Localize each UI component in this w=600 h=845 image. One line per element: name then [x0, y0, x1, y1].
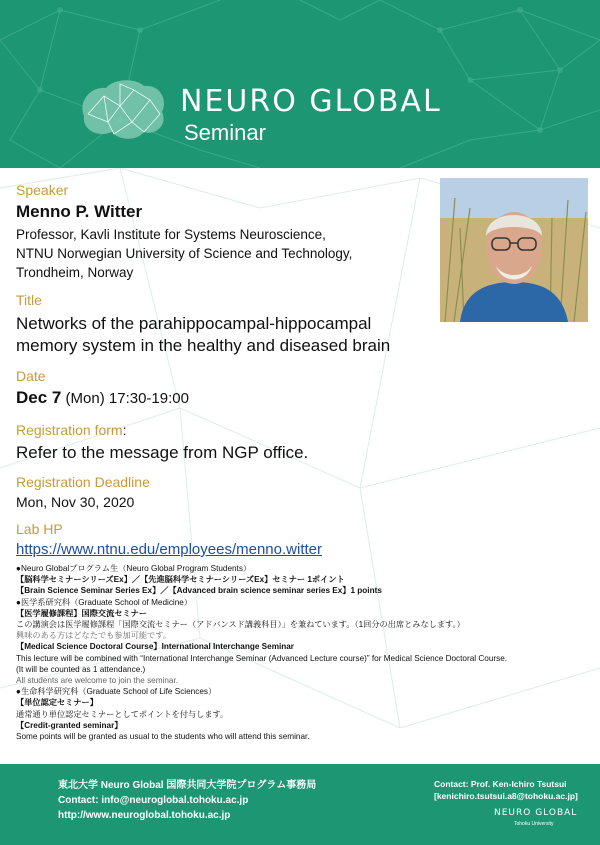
professor-contact: Contact: Prof. Ken-Ichiro Tsutsui [434, 779, 567, 789]
note-line: 【Brain Science Seminar Series Ex】／【Advanced brain science seminar series Ex】1 points [16, 586, 382, 596]
speaker-name: Menno P. Witter [16, 202, 143, 221]
note-line: 【脳科学セミナーシリーズEx】／【先進脳科学セミナーシリーズEx】セミナー 1ポイント [16, 575, 345, 585]
registration-text: Refer to the message from NGP office. [16, 443, 309, 462]
date-label: Date [16, 368, 46, 384]
date-time: (Mon) 17:30-19:00 [65, 390, 189, 407]
date-day: Dec 7 [16, 388, 62, 407]
registration-colon: : [122, 422, 127, 438]
note-line: 【医学履修課程】国際交流セミナー [16, 608, 148, 618]
speaker-affiliation [16, 225, 436, 282]
speaker-label: Speaker [16, 182, 69, 198]
office-email: Contact: info@neuroglobal.tohoku.ac.jp [58, 795, 249, 806]
note-line: この講演会は医学履修課程「国際交流セミナー（アドバンスド講義科目）」を兼ねています。（1回分の出席とみなします。） [16, 620, 465, 630]
header-banner [0, 0, 600, 168]
talk-title-line: Networks of the parahippocampal-hippocampal [16, 314, 372, 333]
registration-label [16, 422, 126, 438]
affiliation-line: Trondheim, Norway [16, 265, 134, 280]
note-line: Some points will be granted as usual to the students who will attend this seminar. [16, 732, 310, 742]
lab-label: Lab HP [16, 521, 63, 537]
lab-homepage-link[interactable]: https://www.ntnu.edu/employees/menno.witter [16, 541, 322, 558]
note-line: 【Medical Science Doctoral Course】International Interchange Seminar [16, 642, 294, 652]
office-name: 東北大学 Neuro Global 国際共同大学院プログラム事務局 [58, 780, 317, 791]
note-line: ●生命科学研究科（Graduate School of Life Sciences） [16, 687, 217, 697]
title-label: Title [16, 292, 42, 308]
note-line: ●Neuro Globalプログラム生（Neuro Global Program Students） [16, 564, 252, 573]
talk-title [16, 313, 486, 357]
deadline-value: Mon, Nov 30, 2020 [16, 494, 135, 510]
note-line: 【単位認定セミナー】 [16, 698, 98, 708]
footer-logo: NEURO GLOBAL [494, 808, 578, 818]
speaker-photo [440, 178, 588, 322]
office-website: http://www.neuroglobal.tohoku.ac.jp [58, 810, 231, 821]
note-line: ●医学系研究科（Graduate School of Medicine） [16, 597, 193, 607]
seminar-subtitle: Seminar [184, 120, 266, 145]
note-line: All students are welcome to join the seminar. [16, 676, 179, 686]
note-line: 通常通り単位認定セミナーとしてポイントを付与します。 [16, 709, 229, 719]
brain-logo-icon [74, 76, 170, 146]
brand-title: NEURO GLOBAL [180, 84, 442, 119]
deadline-label: Registration Deadline [16, 474, 150, 490]
note-line: 【Credit-granted seminar】 [16, 720, 123, 730]
affiliation-line: Professor, Kavli Institute for Systems Neuroscience, [16, 227, 326, 242]
talk-title-line: memory system in the healthy and diseased brain [16, 336, 391, 355]
footer [0, 764, 600, 845]
affiliation-line: NTNU Norwegian University of Science and Technology, [16, 246, 353, 261]
registration-label-text: Registration form [16, 422, 123, 438]
note-line: 興味のある方はどなたでも参加可能です。 [16, 631, 171, 641]
note-line: This lecture will be combined with “International Interchange Seminar (Advanced Lecture course)” for Medical Science Doctoral Course. [16, 653, 508, 663]
footer-professor-contact [434, 778, 578, 802]
professor-email: [kenichiro.tsutsui.a8@tohoku.ac.jp] [434, 791, 578, 801]
footer-university: Tohoku University [514, 821, 554, 827]
credit-notes [16, 563, 586, 742]
date-value [16, 388, 189, 408]
footer-office-info [58, 778, 316, 823]
note-line: (It will be counted as 1 attendance.) [16, 664, 146, 674]
